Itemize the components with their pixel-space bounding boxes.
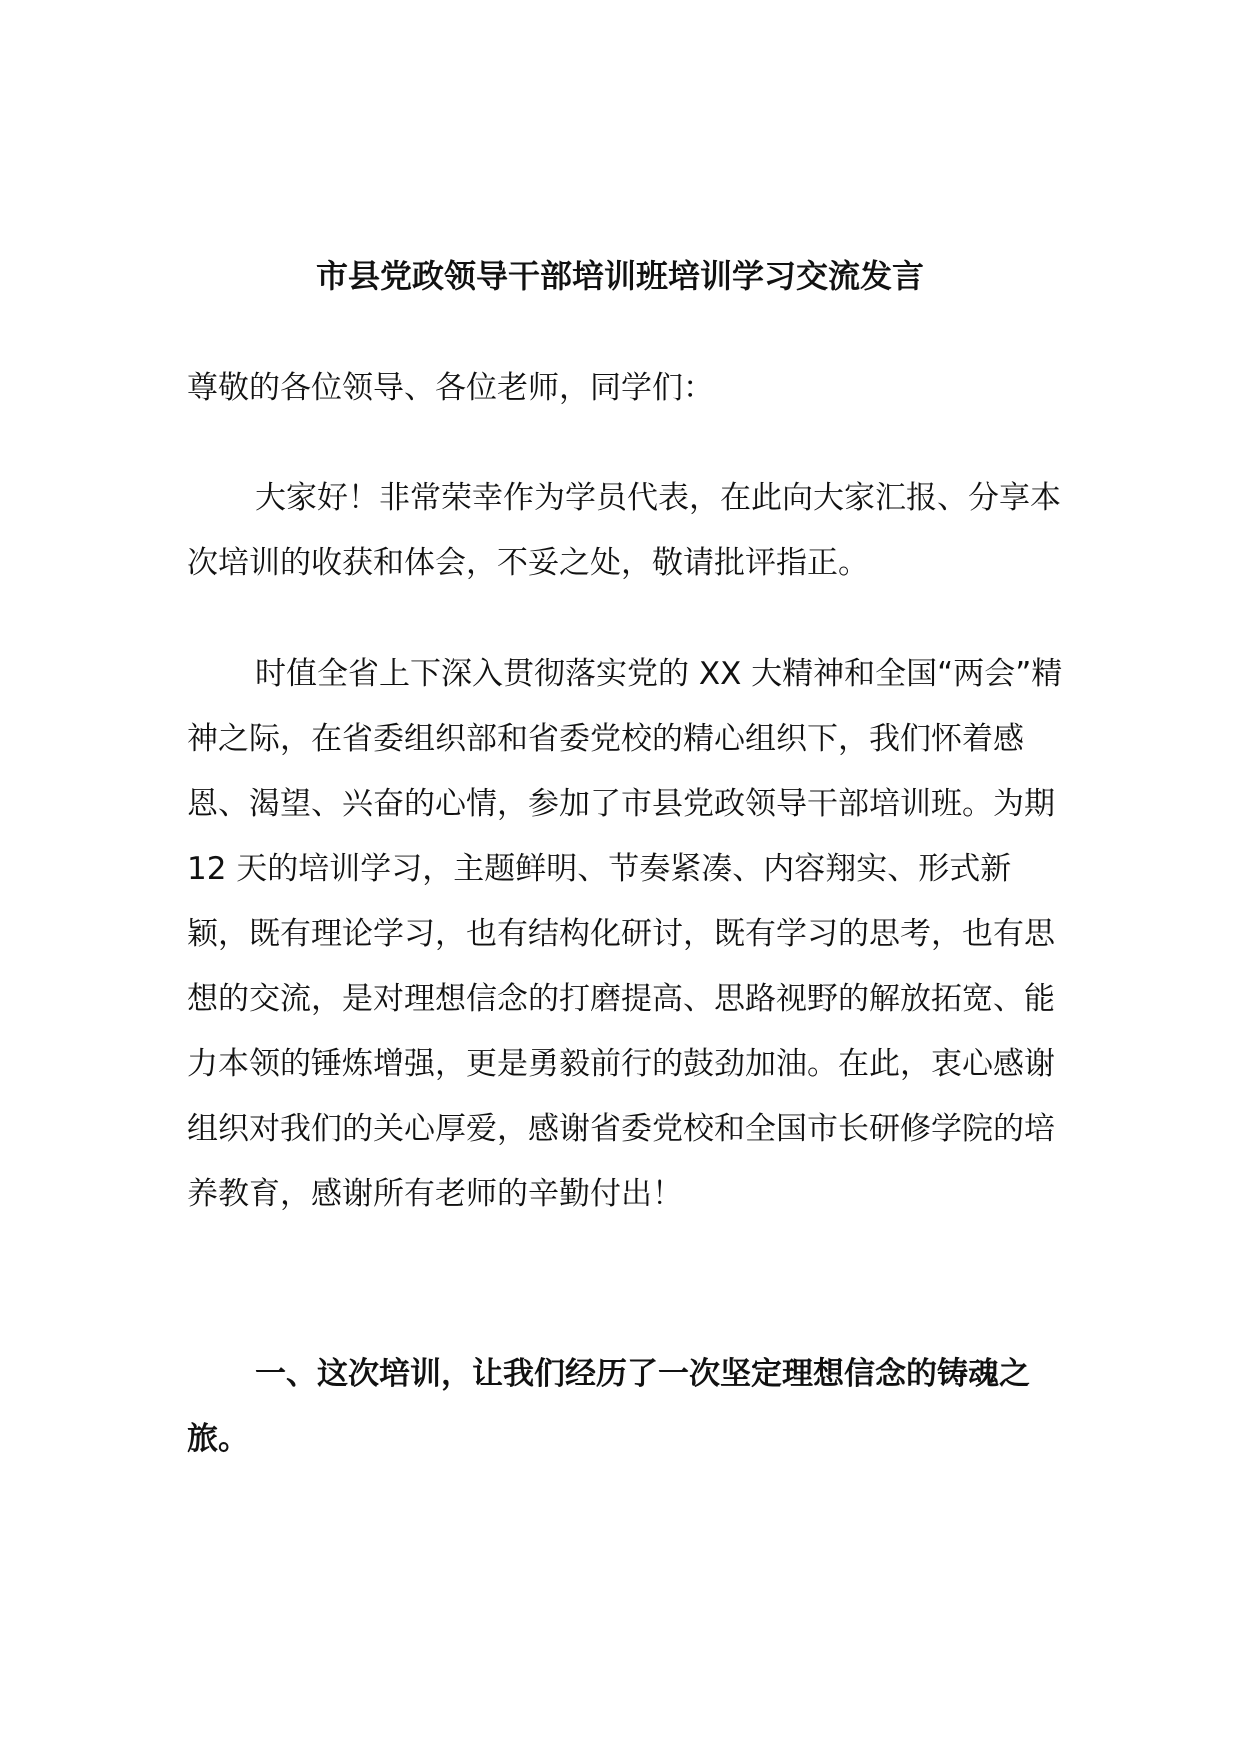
salutation: 尊敬的各位领导、各位老师，同学们：	[187, 370, 714, 406]
document-title: 市县党政领导干部培训班培训学习交流发言	[315, 257, 924, 295]
section-heading-1: 一、这次培训，让我们经历了一次坚定理想信念的铸魂之旅。	[187, 1356, 1030, 1457]
paragraph-greeting: 大家好！非常荣幸作为学员代表，在此向大家汇报、分享本次培训的收获和体会，不妥之处，敬请批评指正。	[187, 480, 1061, 581]
paragraph-training-overview: 时值全省上下深入贯彻落实党的 XX 大精神和全国“两会”精神之际，在省委组织部和省委党校的精心组织下，我们怀着感恩、渴望、兴奋的心情，参加了市县党政领导干部培训班。为期 12 天的培训学习，主题鲜明、节奏紧凑、内容翔实、形式新颖，既有理论学习，也有结构化研讨，既有学习的思考，也有思想的交流，是对理想信念的打磨提高、思路视野的解放拓宽、能力本领的锤炼增强，更是勇毅前行的鼓劲加油。在此，衷心感谢组织对我们的关心厚爱，感谢省委党校和全国市长研修学院的培养教育，感谢所有老师的辛勤付出！	[187, 656, 1063, 1212]
